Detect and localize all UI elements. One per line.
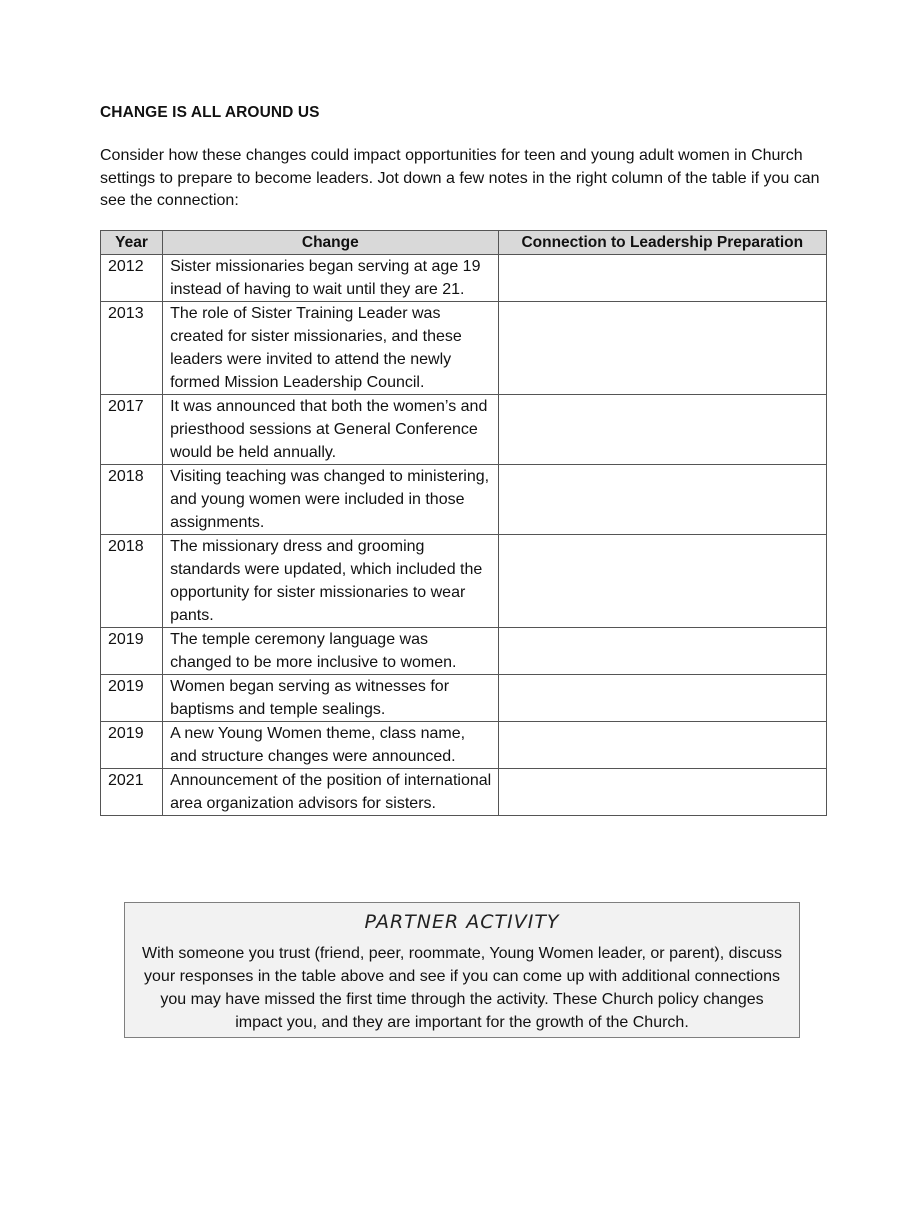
- partner-activity-title: PARTNER ACTIVITY: [364, 911, 560, 933]
- partner-activity-text: With someone you trust (friend, peer, roommate, Young Women leader, or parent), discuss your responses in the table above and see if you can come up with additional connections you may have missed the first time through the activity. These Church policy changes impact you, and they are important for the growth of the Church.: [141, 945, 783, 1031]
- connection-notes-cell[interactable]: [498, 675, 826, 722]
- table-row: [101, 395, 827, 465]
- change-cell: Sister missionaries began serving at age 19 instead of having to wait until they are 21.: [163, 255, 498, 302]
- table-row: [101, 302, 827, 395]
- table-row: [101, 465, 827, 535]
- table-header-row: [101, 231, 827, 255]
- partner-activity-box: [124, 902, 800, 1038]
- year-cell: 2018: [101, 535, 163, 628]
- connection-notes-cell[interactable]: [498, 255, 826, 302]
- year-cell: 2018: [101, 465, 163, 535]
- year-cell: 2021: [101, 769, 163, 816]
- header-year: Year: [101, 231, 163, 255]
- changes-table: [100, 230, 827, 816]
- change-cell: It was announced that both the women’s and priesthood sessions at General Conference would be held annually.: [163, 395, 498, 465]
- table-row: [101, 255, 827, 302]
- connection-notes-cell[interactable]: [498, 302, 826, 395]
- year-cell: 2019: [101, 628, 163, 675]
- year-cell: 2019: [101, 722, 163, 769]
- year-cell: 2013: [101, 302, 163, 395]
- table-row: [101, 722, 827, 769]
- table-row: [101, 535, 827, 628]
- connection-notes-cell[interactable]: [498, 395, 826, 465]
- connection-notes-cell[interactable]: [498, 535, 826, 628]
- connection-notes-cell[interactable]: [498, 628, 826, 675]
- year-cell: 2017: [101, 395, 163, 465]
- change-cell: Women began serving as witnesses for baptisms and temple sealings.: [163, 675, 498, 722]
- change-cell: The temple ceremony language was changed to be more inclusive to women.: [163, 628, 498, 675]
- change-cell: The role of Sister Training Leader was created for sister missionaries, and these leaders were invited to attend the newly formed Mission Leadership Council.: [163, 302, 498, 395]
- header-change: Change: [163, 231, 498, 255]
- section-heading: CHANGE IS ALL AROUND US: [100, 104, 320, 121]
- connection-notes-cell[interactable]: [498, 465, 826, 535]
- year-cell: 2012: [101, 255, 163, 302]
- change-cell: Visiting teaching was changed to ministering, and young women were included in those assignments.: [163, 465, 498, 535]
- connection-notes-cell[interactable]: [498, 722, 826, 769]
- intro-paragraph: Consider how these changes could impact opportunities for teen and young adult women in Church settings to prepare to become leaders. Jot down a few notes in the right column of the table if you can see the connection:: [100, 147, 820, 209]
- table-row: [101, 628, 827, 675]
- table-row: [101, 675, 827, 722]
- year-cell: 2019: [101, 675, 163, 722]
- change-cell: Announcement of the position of international area organization advisors for sisters.: [163, 769, 498, 816]
- change-cell: The missionary dress and grooming standards were updated, which included the opportunity for sister missionaries to wear pants.: [163, 535, 498, 628]
- connection-notes-cell[interactable]: [498, 769, 826, 816]
- header-connection: Connection to Leadership Preparation: [498, 231, 826, 255]
- table-row: [101, 769, 827, 816]
- change-cell: A new Young Women theme, class name, and structure changes were announced.: [163, 722, 498, 769]
